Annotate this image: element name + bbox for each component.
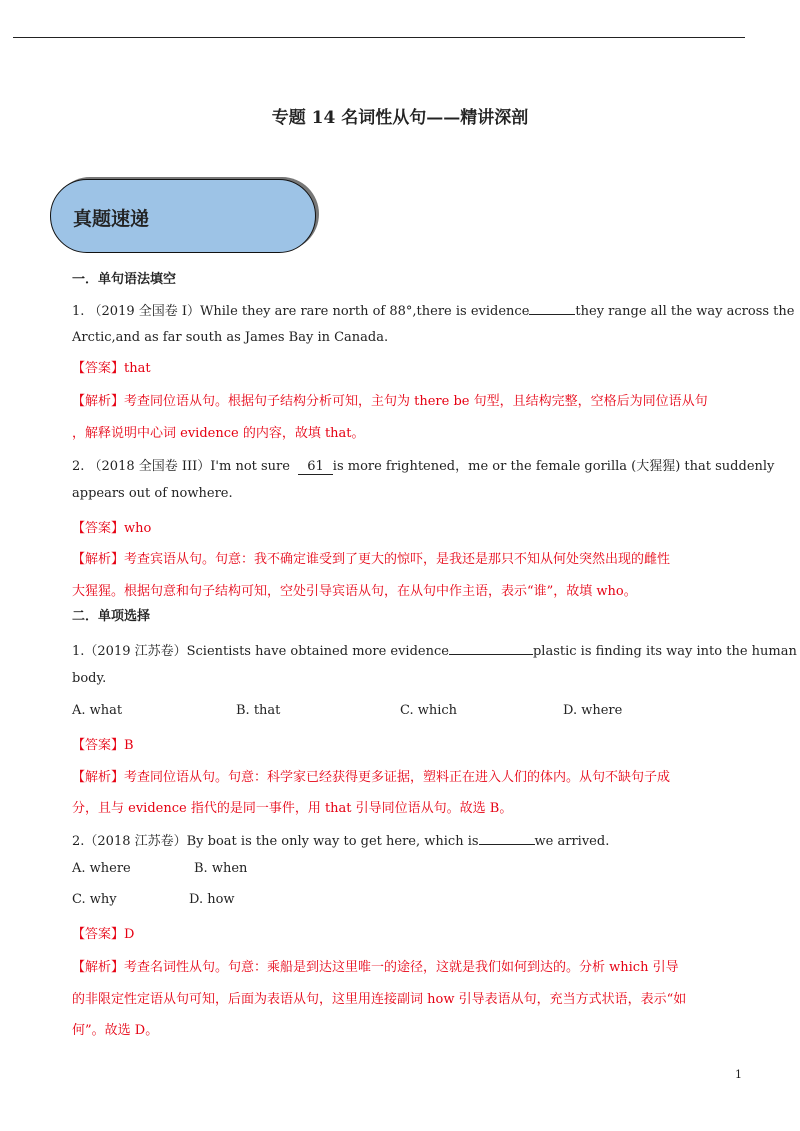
answer-blank bbox=[479, 832, 535, 845]
question-3-analysis-1: 【解析】考查同位语从句。句意：科学家已经获得更多证据，塑料正在进入人们的体内。从句不缺句子成 bbox=[72, 770, 671, 785]
question-1-line-1 bbox=[72, 300, 794, 319]
page-title: 专题 14 名词性从句——精讲深剖 bbox=[271, 108, 529, 128]
question-3-line-2: body. bbox=[72, 671, 107, 686]
option-a: A. where bbox=[72, 861, 131, 876]
option-d: D. how bbox=[189, 892, 235, 907]
question-2-text-b: is more frightened，me or the female gorilla (大猩猩) that suddenly bbox=[332, 459, 775, 474]
answer-blank bbox=[449, 642, 533, 655]
question-2-number: 61 bbox=[298, 459, 333, 475]
section-heading-2: 二．单项选择 bbox=[72, 609, 151, 624]
header-rule bbox=[13, 37, 745, 38]
question-3-analysis-2: 分，且与 evidence 指代的是同一事件，用 that 引导同位语从句。故选 B。 bbox=[72, 801, 513, 816]
answer-blank bbox=[529, 302, 575, 315]
question-3-line-1 bbox=[72, 640, 797, 659]
option-b: B. that bbox=[236, 703, 281, 718]
question-4-analysis-1: 【解析】考查名词性从句。句意：乘船是到达这里唯一的途径，这就是我们如何到达的。分析 which 引导 bbox=[72, 960, 679, 975]
question-2-line-2: appears out of nowhere. bbox=[72, 486, 233, 501]
question-3-text-a: 1.（2019 江苏卷）Scientists have obtained more evidence bbox=[72, 644, 449, 659]
question-4-analysis-2: 的非限定性定语从句可知，后面为表语从句，这里用连接副词 how 引导表语从句，充当方式状语，表示“如 bbox=[72, 992, 687, 1007]
section-badge bbox=[50, 179, 316, 253]
question-4-text-a: 2.（2018 江苏卷）By boat is the only way to get here, which is bbox=[72, 834, 479, 849]
question-3-text-b: plastic is finding its way into the human bbox=[532, 644, 797, 659]
option-b: B. when bbox=[194, 861, 248, 876]
question-1-text-a: 1. （2019 全国卷 I）While they are rare north of 88°,there is evidence bbox=[72, 304, 530, 319]
option-c: C. why bbox=[72, 892, 117, 907]
option-c: C. which bbox=[400, 703, 458, 718]
question-2-analysis-1: 【解析】考查宾语从句。句意：我不确定谁受到了更大的惊吓，是我还是那只不知从何处突然出现的雌性 bbox=[72, 552, 671, 567]
question-4-answer: 【答案】D bbox=[72, 927, 135, 942]
question-1-analysis-2: ，解释说明中心词 evidence 的内容，故填 that。 bbox=[72, 426, 365, 441]
question-2-line-1 bbox=[72, 455, 774, 475]
question-2-text-a: 2. （2018 全国卷 III）I'm not sure bbox=[72, 459, 290, 474]
question-1-line-2: Arctic,and as far south as James Bay in Canada. bbox=[72, 330, 389, 345]
question-1-analysis-1: 【解析】考查同位语从句。根据句子结构分析可知，主句为 there be 句型，且结构完整，空格后为同位语从句 bbox=[72, 394, 708, 409]
option-a: A. what bbox=[72, 703, 123, 718]
question-4-line-1 bbox=[72, 830, 609, 849]
option-d: D. where bbox=[563, 703, 623, 718]
section-badge-label: 真题速递 bbox=[73, 208, 150, 230]
question-2-analysis-2: 大猩猩。根据句意和句子结构可知，空处引导宾语从句，在从句中作主语，表示“谁”，故填 who。 bbox=[72, 584, 637, 599]
question-2-answer: 【答案】who bbox=[72, 521, 152, 536]
question-3-answer: 【答案】B bbox=[72, 738, 134, 753]
question-1-text-b: they range all the way across the bbox=[575, 304, 795, 319]
question-1-answer: 【答案】that bbox=[72, 361, 151, 376]
question-4-text-b: we arrived. bbox=[534, 834, 610, 849]
section-heading-1: 一．单句语法填空 bbox=[72, 272, 177, 287]
page-number: 1 bbox=[735, 1068, 742, 1081]
question-4-analysis-3: 何”。故选 D。 bbox=[72, 1023, 159, 1038]
